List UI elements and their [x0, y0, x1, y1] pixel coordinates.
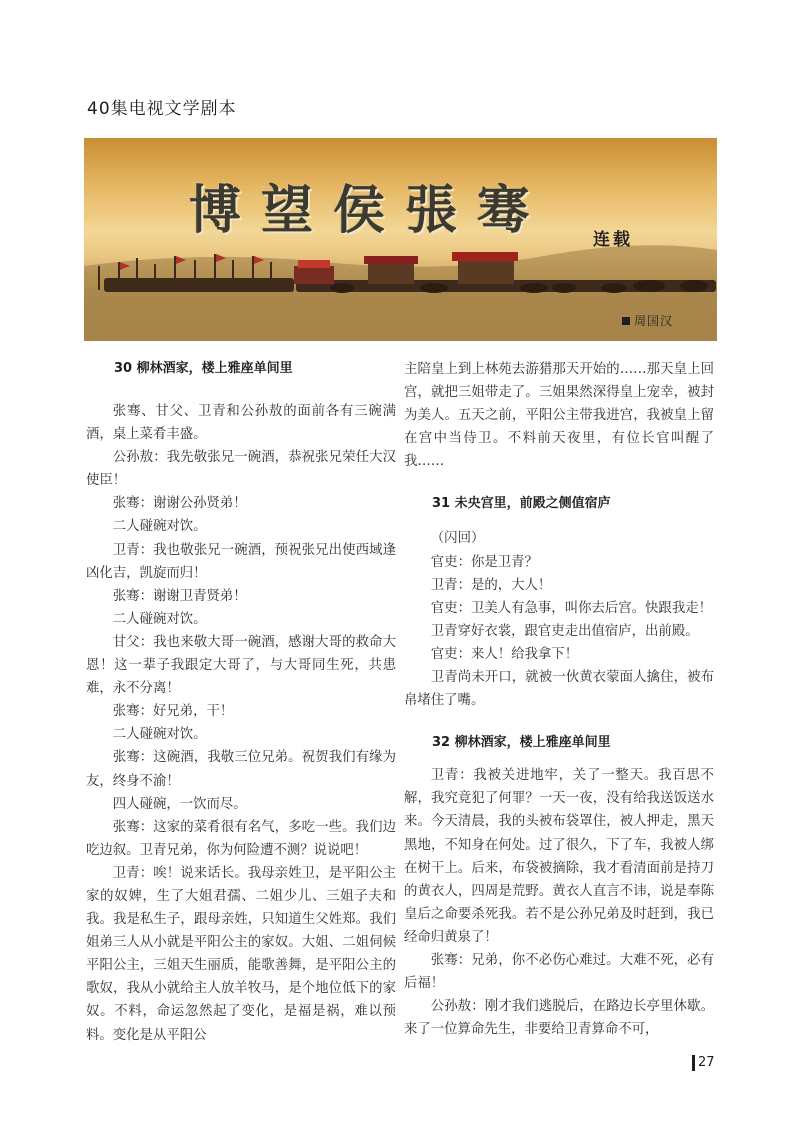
script-continuation: 主陪皇上到上林苑去游猎那天开始的……那天皇上回宫，就把三姐带走了。三姐果然深得皇上宠幸，被封为美人。五天之前，平阳公主带我进宫，我被皇上留在宫中当侍卫。不料前天夜里，有位长官叫醒了我…… — [404, 362, 714, 470]
stage-direction: 卫青穿好衣裳，跟官吏走出值宿庐，出前殿。 — [430, 623, 699, 639]
script-line: 公孙敖：我先敬张兄一碗酒，恭祝张兄荣任大汉使臣！ — [86, 450, 396, 489]
script-line: 张骞：谢谢卫青贤弟！ — [112, 588, 247, 604]
script-line: 官吏：你是卫青？ — [430, 554, 538, 570]
left-column — [86, 358, 396, 1047]
stage-direction: 卫青尚未开口，就被一伙黄衣蒙面人擒住，被布帛堵住了嘴。 — [404, 670, 714, 709]
serial-label: 连载 — [593, 230, 633, 250]
page-number: 27 — [692, 1055, 715, 1071]
scene-heading: 30 柳林酒家，楼上雅座单间里 — [114, 361, 293, 376]
stage-direction: 四人碰碗，一饮而尽。 — [112, 796, 247, 812]
banner-title: 博望侯張骞 — [189, 180, 550, 241]
scene-heading: 31 未央宫里，前殿之侧值宿庐 — [432, 496, 611, 512]
title-banner — [84, 138, 717, 341]
script-line: 张骞：这家的菜肴很有名气，多吃一些。我们边吃边叙。卫青兄弟，你为何险遭不测？说说吧！ — [86, 819, 396, 858]
series-title: 40集电视文学剧本 — [87, 99, 237, 119]
stage-direction: 二人碰碗对饮。 — [112, 611, 207, 627]
script-line: 张骞：这碗酒，我敬三位兄弟。祝贺我们有缘为友，终身不渝！ — [86, 750, 396, 789]
script-line: 张骞：兄弟，你不必伤心难过。大难不死，必有后福！ — [404, 952, 714, 992]
script-line: 甘父：我也来敬大哥一碗酒，感谢大哥的救命大恩！这一辈子我跟定大哥了，与大哥同生死，共患难，永不分离！ — [86, 634, 396, 697]
script-line: 卫青：我被关进地牢，关了一整天。我百思不解，我究竟犯了何罪？一天一夜，没有给我送饭送水来。今天清晨，我的头被布袋罩住，被人押走，黑天黑地，不知身在何处。过了很久，下了车，我被人绑在树干上。后来，布袋被摘除，我才看清面前是持刀的黄衣人，四周是荒野。黄衣人直言不讳，说是奉陈皇后之命要杀死我。若不是公孙兄弟及时赶到，我已经命归黄泉了！ — [404, 768, 714, 945]
stage-direction: 二人碰碗对饮。 — [112, 519, 207, 535]
script-line: 官吏：来人！给我拿下！ — [430, 646, 579, 662]
scene-heading: 32 柳林酒家，楼上雅座单间里 — [432, 735, 611, 751]
script-line: 张骞、甘父、卫青和公孙敖的面前各有三碗满酒，桌上菜肴丰盛。 — [86, 404, 396, 443]
script-line: 卫青：我也敬张兄一碗酒，预祝张兄出使西域逢凶化吉，凯旋而归！ — [86, 542, 396, 581]
right-column — [404, 358, 714, 1041]
script-line: 张骞：好兄弟，干！ — [112, 704, 234, 720]
stage-direction: 二人碰碗对饮。 — [112, 727, 207, 743]
square-bullet-icon — [622, 317, 630, 325]
stage-direction: （闪回） — [430, 531, 485, 547]
script-line: 张骞：谢谢公孙贤弟！ — [112, 496, 247, 512]
script-line: 公孙敖：刚才我们逃脱后，在路边长亭里休歇。来了一位算命先生，非要给卫青算命不可， — [404, 999, 714, 1038]
script-line: 卫青：是的，大人！ — [430, 577, 552, 593]
script-line: 官吏：卫美人有急事，叫你去后宫。快跟我走！ — [430, 600, 712, 616]
author-name: 周国汉 — [634, 314, 674, 328]
author-credit — [622, 312, 673, 329]
script-line: 卫青：唉！说来话长。我母亲姓卫，是平阳公主家的奴婢，生了大姐君孺、二姐少儿、三姐子夫和我。我是私生子，跟母亲姓，只知道生父姓郑。我们姐弟三人从小就是平阳公主的家奴。大姐、二姐伺候平阳公主，三姐天生丽质，能歌善舞，是平阳公主的歌奴，我从小就给主人放羊牧马，是个地位低下的家奴。不料，命运忽然起了变化，是福是祸，难以预料。变化是从平阳公 — [86, 865, 396, 1043]
